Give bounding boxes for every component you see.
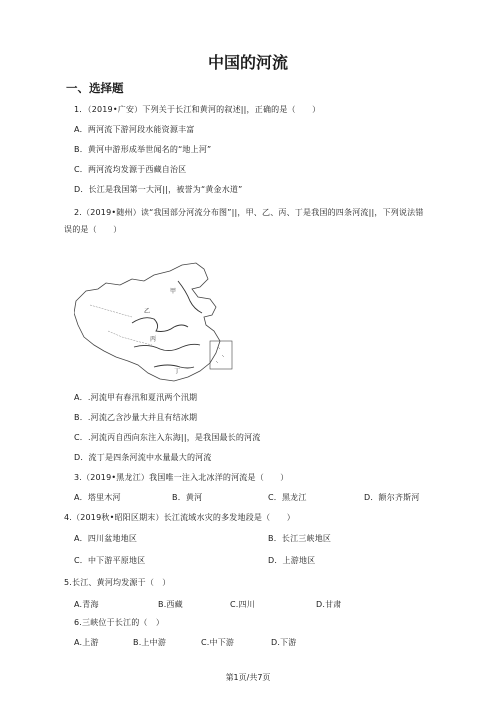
question-6-stem: 6.三峡位于长江的（ ） bbox=[74, 618, 165, 627]
question-6-option-c: C.中下游 bbox=[201, 638, 235, 647]
question-5-option-d: D.甘肃 bbox=[316, 600, 342, 609]
question-4-option-c: C．中下游平原地区 bbox=[74, 556, 146, 565]
question-2-option-a: A．.河流甲有春汛和夏汛两个汛期 bbox=[74, 393, 198, 402]
question-2-stem-line2: 误的是（ ） bbox=[64, 225, 122, 234]
china-river-map bbox=[74, 261, 250, 384]
question-1-option-b: B．黄河中游形成举世闻名的“地上河” bbox=[74, 145, 212, 154]
page-footer: 第1页/共7页 bbox=[225, 673, 271, 682]
question-4-option-a: A．四川盆地地区 bbox=[74, 534, 138, 543]
question-1-option-d: D．长江是我国第一大河||，被誉为“黄金水道” bbox=[74, 185, 243, 194]
question-1-option-a: A．两河流下游河段水能资源丰富 bbox=[74, 125, 195, 134]
question-2-option-c: C．.河流丙自西向东注入东海||，是我国最长的河流 bbox=[74, 433, 261, 442]
question-1-option-c: C．两河流均发源于西藏自治区 bbox=[74, 165, 187, 174]
question-4-option-d: D．上游地区 bbox=[268, 556, 316, 565]
question-3-option-a: A．塔里木河 bbox=[74, 493, 121, 502]
question-3-option-b: B．黄河 bbox=[172, 493, 203, 502]
question-6-option-d: D.下游 bbox=[271, 638, 297, 647]
question-4-stem: 4.（2019秋•昭阳区期末）长江流域水灾的多发地段是（ ） bbox=[64, 513, 295, 522]
section-heading: 一、选择题 bbox=[66, 81, 124, 95]
map-label-yi: 乙 bbox=[144, 308, 151, 315]
question-2-option-b: B．.河流乙含沙量大并且有结冰期 bbox=[74, 413, 198, 422]
map-label-jia: 甲 bbox=[170, 288, 177, 295]
question-6-option-a: A.上游 bbox=[74, 638, 99, 647]
question-2-option-d: D．流丁是四条河流中水量最大的河流 bbox=[74, 453, 212, 462]
question-5-option-a: A.青海 bbox=[74, 600, 99, 609]
question-2-stem-line1: 2.（2019•随州）读“我国部分河流分布图”||，甲、乙、丙、丁是我国的四条河流||，下列说法错 bbox=[74, 208, 424, 217]
map-label-ding: 丁 bbox=[174, 368, 181, 375]
page-title: 中国的河流 bbox=[207, 53, 288, 72]
question-5-stem: 5.长江、黄河均发源于（ ） bbox=[64, 578, 171, 587]
river-yi bbox=[132, 318, 188, 332]
question-6-option-b: B.上中游 bbox=[133, 638, 167, 647]
question-3-stem: 3.（2019•黑龙江）我国唯一注入北冰洋的河流是（ ） bbox=[74, 473, 289, 482]
question-5-option-c: C.四川 bbox=[230, 600, 255, 609]
question-3-option-d: D．额尔齐斯河 bbox=[364, 493, 420, 502]
question-5-option-b: B.西藏 bbox=[158, 600, 183, 609]
question-3-option-c: C．黑龙江 bbox=[268, 493, 307, 502]
map-label-bing: 丙 bbox=[150, 336, 157, 343]
question-4-option-b: B．长江三峡地区 bbox=[268, 534, 332, 543]
question-1-stem: 1．（2019•广安）下列关于长江和黄河的叙述||，正确的是（ ） bbox=[74, 105, 321, 114]
river-bing bbox=[134, 344, 200, 350]
